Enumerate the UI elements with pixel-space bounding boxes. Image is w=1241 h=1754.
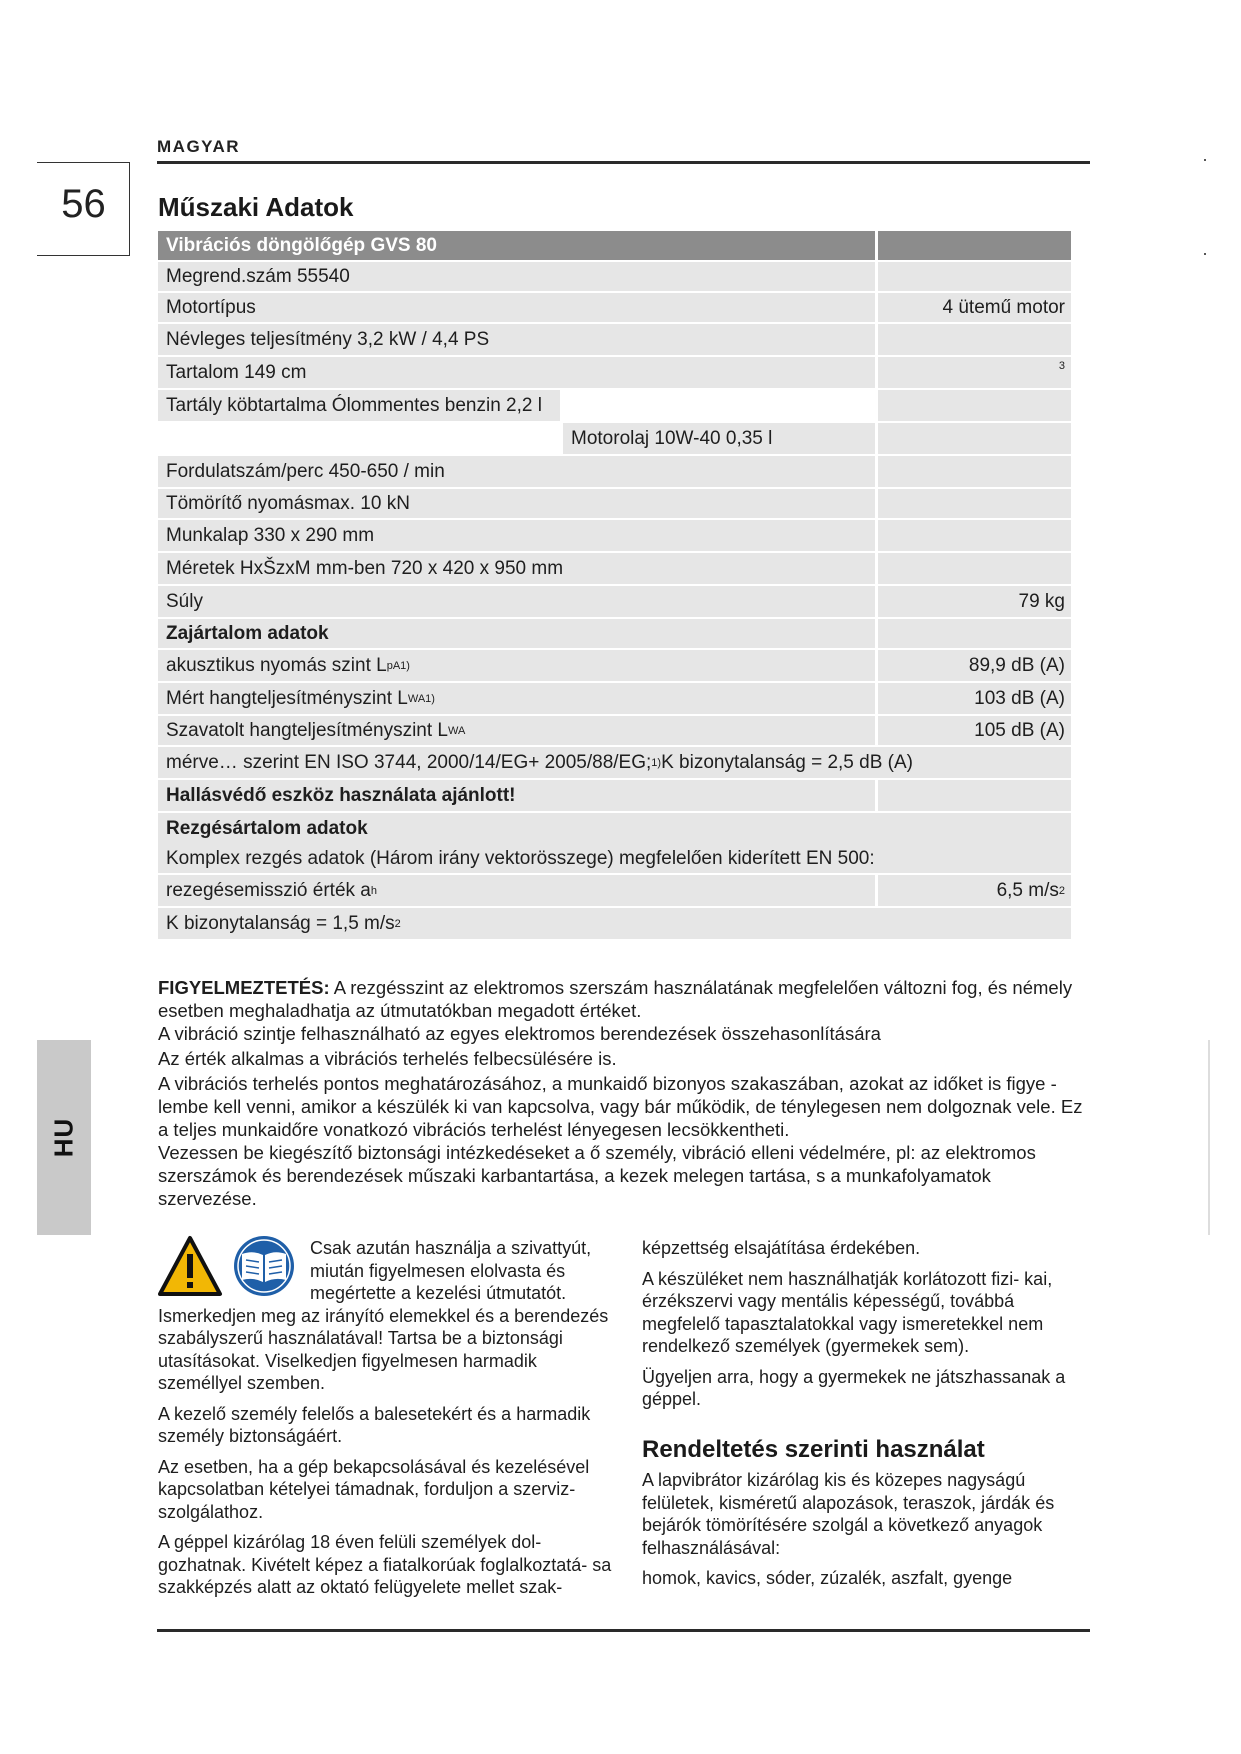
table-row bbox=[158, 586, 1071, 619]
table-row bbox=[158, 813, 1071, 844]
table-row bbox=[158, 456, 1071, 489]
safety-paragraph: Ismerkedjen meg az irányító elemekkel és a berendezés szabályszerű használatával! Tartsa be a biztonsági utasításokat. Viselkedjen figyelmesen harmadik személlyel szemben. bbox=[158, 1305, 609, 1393]
vibration-uncertainty: K bizonytalanság = 1,5 m/s 2 bbox=[158, 908, 1071, 939]
tank-capacity: Tartály köbtartalma Ólommentes benzin 2,2 l bbox=[158, 390, 563, 421]
lpa-value: 89,9 dB (A) bbox=[878, 650, 1071, 681]
edge-mark bbox=[1204, 159, 1206, 161]
safety-paragraph: A készüléket nem használhatják korlátozott fizi- kai, érzékszervi vagy mentális képességű, továbbá megfelelő tapasztalatokkal vagy ismeretekkel nem rendelkező személyek (gyermekek sem). bbox=[642, 1268, 1053, 1356]
vibration-emission-label: rezegésemisszió érték a h bbox=[158, 875, 878, 906]
safety-column-left bbox=[158, 1237, 613, 1607]
top-rule bbox=[157, 161, 1090, 164]
safety-paragraph: A kezelő személy felelős a balesetekért és a harmadik személy biztonságáért. bbox=[158, 1403, 591, 1446]
table-row bbox=[158, 390, 1071, 423]
safety-intro: Csak azután használja a szivattyút, miután figyelmesen elolvasta és megértette a kezelési útmutatót. bbox=[310, 1238, 592, 1303]
page-number: 56 bbox=[61, 182, 106, 226]
warning-label: FIGYELMEZTETÉS: bbox=[158, 977, 330, 998]
table-row bbox=[158, 553, 1071, 586]
intended-use-materials: homok, kavics, sóder, zúzalék, aszfalt, gyenge bbox=[642, 1568, 1013, 1588]
lwa-guaranteed-label: Szavatolt hangteljesítményszint L WA bbox=[158, 716, 878, 745]
vibration-emission-value: 6,5 m/s 2 bbox=[878, 875, 1071, 906]
weight-label: Súly bbox=[158, 586, 878, 617]
table-row bbox=[158, 716, 1071, 747]
lwa-label: Mért hangteljesítményszint L WA 1) bbox=[158, 683, 878, 714]
edge-line bbox=[1208, 1040, 1210, 1235]
power: Névleges teljesítmény 3,2 kW / 4,4 PS bbox=[158, 324, 878, 355]
table-row bbox=[158, 423, 1071, 456]
hearing-protection: Hallásvédő eszköz használata ajánlott! bbox=[158, 780, 878, 811]
vibration-complex: Komplex rezgés adatok (Három irány vektorösszege) megfelelően kiderített EN 500: bbox=[158, 844, 1071, 873]
safety-paragraph: Az esetben, ha a gép bekapcsolásával és kezelésével kapcsolatban kételyei támadnak, forduljon a szerviz- szolgálathoz. bbox=[158, 1456, 590, 1522]
weight-value: 79 kg bbox=[878, 586, 1071, 617]
table-row bbox=[158, 293, 1071, 324]
warning-block bbox=[158, 976, 1093, 1210]
table-row bbox=[158, 619, 1071, 650]
safety-paragraph: A géppel kizárólag 18 éven felüli személyek dol- gozhatnak. Kivételt képez a fiatalkorúak foglalkoztatá- sa szakképzés alatt az oktató felügyelete mellet szak- bbox=[158, 1532, 612, 1597]
engine-type-value: 4 ütemű motor bbox=[878, 293, 1071, 322]
work-plate: Munkalap 330 x 290 mm bbox=[158, 520, 878, 551]
measurement-standard: mérve… szerint EN ISO 3744, 2000/14/EG+ 2005/88/EG; 1) K bizonytalanság = 2,5 dB (A) bbox=[158, 747, 1071, 778]
table-row bbox=[158, 650, 1071, 683]
table-row bbox=[158, 875, 1071, 908]
engine-type-label: Motortípus bbox=[158, 293, 878, 322]
order-number: Megrend.szám 55540 bbox=[158, 262, 878, 291]
lwa-guaranteed-value: 105 dB (A) bbox=[878, 716, 1071, 745]
warning-paragraph: FIGYELMEZTETÉS: A rezgésszint az elektromos szerszám használatának megfelelően változni fog, és némely esetben meghaladhatja az útmutatókban megadott értéket. bbox=[158, 977, 1073, 1021]
section-title: Műszaki Adatok bbox=[158, 192, 354, 222]
intended-use-paragraph: A lapvibrátor kizárólag kis és közepes nagyságú felületek, kisméretű alapozások, teraszok, járdák és bejárók tömörítésére szolgál a következő anyagok felhasználásával: bbox=[642, 1470, 1055, 1558]
rpm: Fordulatszám/perc 450-650 / min bbox=[158, 456, 878, 487]
lwa-value: 103 dB (A) bbox=[878, 683, 1071, 714]
spec-table bbox=[158, 231, 1071, 941]
capacity-superscript: 3 bbox=[1058, 360, 1065, 372]
table-row bbox=[158, 357, 1071, 390]
capacity: Tartalom 149 cm bbox=[158, 357, 878, 388]
table-row bbox=[158, 489, 1071, 520]
dimensions: Méretek HxŠzxM mm-ben 720 x 420 x 950 mm bbox=[158, 553, 878, 584]
table-row bbox=[158, 780, 1071, 813]
table-row bbox=[158, 747, 1071, 780]
table-row bbox=[158, 324, 1071, 357]
warning-paragraph: A vibrációs terhelés pontos meghatározásához, a munkaidő bizonyos szakaszában, azokat az időket is figye - lembe kell venni, amikor a készülék ki van kapcsolva, vagy bár működik, de ténylegesen nem dolgoznak vele. Ez a teljes munkaidőre vonatkozó vibrációs terhelést lényegesen lecsökkentheti. bbox=[158, 1073, 1083, 1140]
table-row bbox=[158, 908, 1071, 941]
table-row bbox=[158, 262, 1071, 293]
safety-paragraph: képzettség elsajátítása érdekében. bbox=[642, 1238, 921, 1258]
noise-header: Zajártalom adatok bbox=[158, 619, 878, 648]
language-side-tab-label: HU bbox=[48, 1117, 79, 1158]
compaction-force: Tömörítő nyomásmax. 10 kN bbox=[158, 489, 878, 518]
language-header: MAGYAR bbox=[157, 137, 240, 156]
vibration-header: Rezgésártalom adatok bbox=[158, 813, 1071, 844]
warning-paragraph: Az érték alkalmas a vibrációs terhelés felbecsülésére is. bbox=[158, 1048, 617, 1069]
intended-use-title: Rendeltetés szerinti használat bbox=[642, 1435, 985, 1463]
bottom-rule bbox=[157, 1629, 1090, 1632]
table-row bbox=[158, 520, 1071, 553]
warning-paragraph: Vezessen be kiegészítő biztonsági intézkedéseket a ő személy, vibráció elleni védelmére, pl: az elektromos szerszámok és berendezések műszaki karbantartása, a kezek melegen tartása, s a munkafolyamatok szervezése. bbox=[158, 1142, 1036, 1209]
spec-title: Vibrációs döngölőgép GVS 80 bbox=[158, 231, 878, 260]
spec-table-header bbox=[158, 231, 1071, 262]
warning-paragraph: A vibráció szintje felhasználható az egyes elektromos berendezések összehasonlítására bbox=[158, 1023, 881, 1044]
table-row bbox=[158, 683, 1071, 716]
edge-mark bbox=[1204, 253, 1206, 255]
table-row bbox=[158, 844, 1071, 875]
safety-column-right bbox=[642, 1237, 1082, 1598]
lpa-label: akusztikus nyomás szint L pA 1) bbox=[158, 650, 878, 681]
safety-paragraph: Ügyeljen arra, hogy a gyermekek ne játszhassanak a géppel. bbox=[642, 1366, 1066, 1409]
motor-oil: Motorolaj 10W-40 0,35 l bbox=[563, 423, 878, 454]
